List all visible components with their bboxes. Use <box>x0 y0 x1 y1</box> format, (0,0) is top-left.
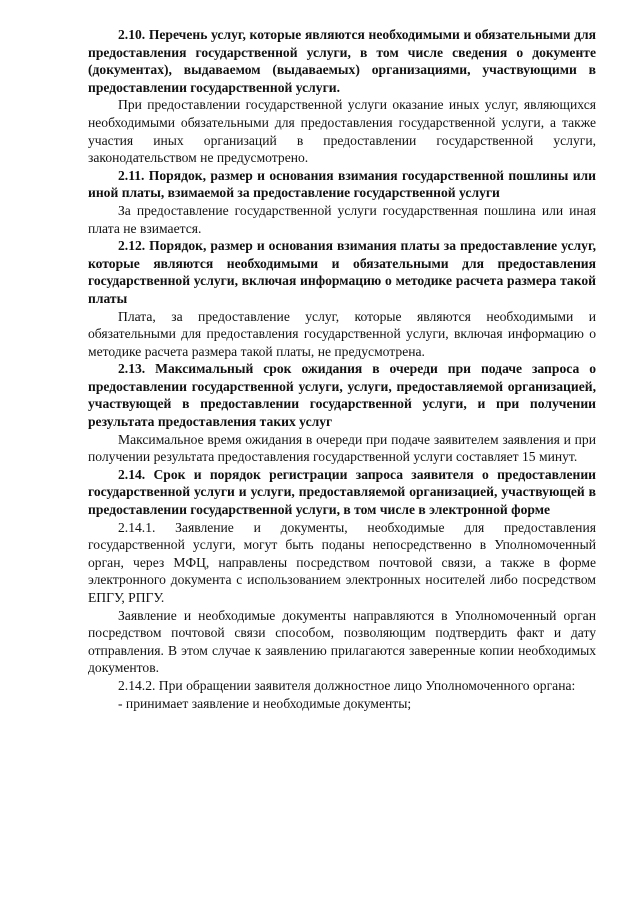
section-paragraph: За предоставление государственной услуги государственная пошлина или иная плата не взимается. <box>88 202 596 236</box>
section-paragraph: 2.14.1. Заявление и документы, необходимые для предоставления государственной услуги, могут быть поданы непосредственно в Уполномоченный орган, через МФЦ, направлены посредством почтовой связи, а также в форме электронного документа с использованием электронных носителей либо посредством ЕПГУ, РПГУ. <box>88 519 596 605</box>
section-paragraph: Плата, за предоставление услуг, которые являются необходимыми и обязательными для предоставления государственной услуги, включая информацию о методике расчета размера такой платы, не предусмотрена. <box>88 308 596 359</box>
section-paragraph: Максимальное время ожидания в очереди при подаче заявителем заявления и при получении результата предоставления государственной услуги составляет 15 минут. <box>88 431 596 465</box>
section-paragraph: При предоставлении государственной услуги оказание иных услуг, являющихся необходимыми обязательными для предоставления государственной услуги, а также участия иных организаций в предоставлении государственной услуги, законодательством не предусмотрено. <box>88 97 596 166</box>
section-heading-2-10: 2.10. Перечень услуг, которые являются необходимыми и обязательными для предоставления государственной услуги, в том числе сведения о документе (документах), выдаваемом (выдаваемых) организациями, участвующими в предоставлении государственной услуги. <box>88 27 596 95</box>
section-heading-2-11: 2.11. Порядок, размер и основания взимания государственной пошлины или иной платы, взимаемой за предоставление государственной услуги <box>88 167 596 201</box>
section-heading-2-13: 2.13. Максимальный срок ожидания в очереди при подаче запроса о предоставлении государственной услуги, услуги, предоставляемой организацией, участвующей в предоставлении государственной услуги, и при получении результата предоставления таких услуг <box>88 361 596 430</box>
section-paragraph: Заявление и необходимые документы направляются в Уполномоченный орган посредством почтовой связи способом, позволяющим подтвердить факт и дату отправления. В этом случае к заявлению прилагаются заверенные копии необходимых документов. <box>88 607 596 676</box>
list-item: - принимает заявление и необходимые документы; <box>118 695 412 711</box>
section-paragraph: 2.14.2. При обращении заявителя должностное лицо Уполномоченного органа: <box>118 677 576 693</box>
section-heading-2-14: 2.14. Срок и порядок регистрации запроса заявителя о предоставлении государственной услуги и услуги, предоставляемой организацией, участвующей в предоставлении государственной услуги, в том числе в электронной форме <box>88 466 596 518</box>
section-heading-2-12: 2.12. Порядок, размер и основания взимания платы за предоставление услуг, которые являются необходимыми и обязательными для предоставления государственной услуги, включая информацию о методике расчета размера такой платы <box>88 238 596 306</box>
